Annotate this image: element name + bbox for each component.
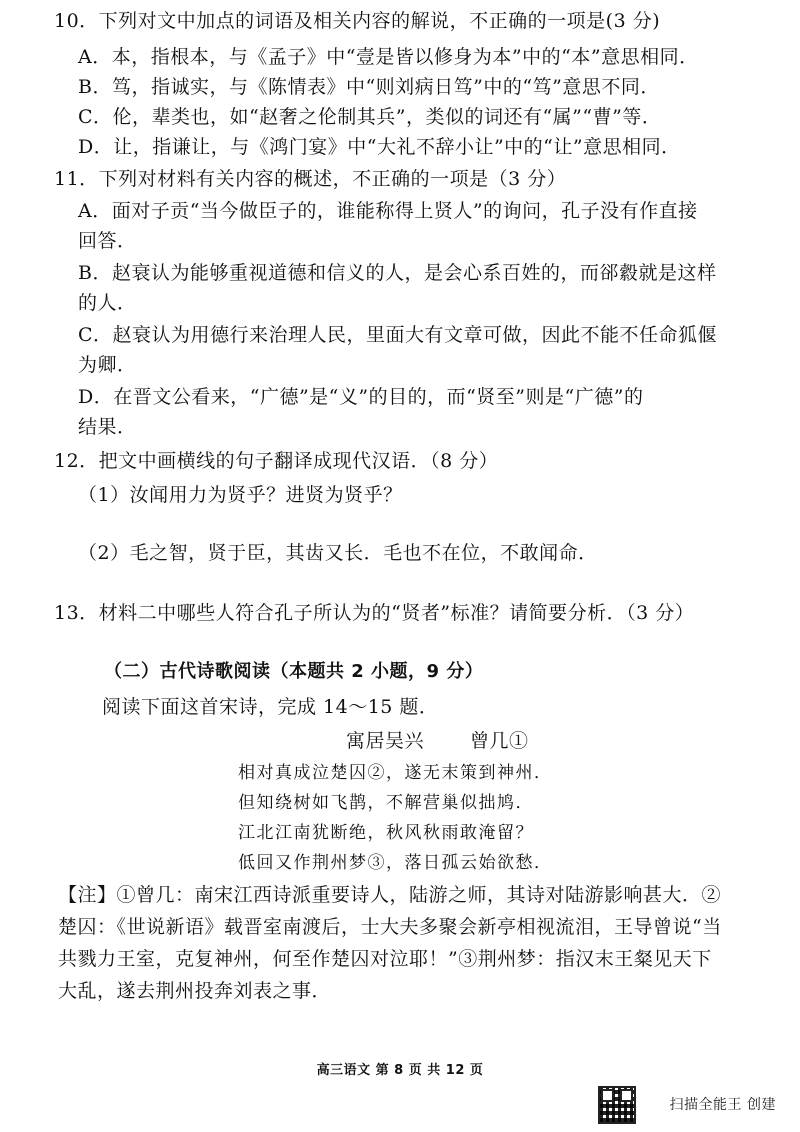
poem-author: 曾几①: [470, 730, 529, 752]
page-footer: 高三语文 第 8 页 共 12 页: [316, 1063, 484, 1078]
q11-option-a: A．面对子贡“当今做臣子的，谁能称得上贤人”的询问，孔子没有作直接: [78, 200, 698, 222]
scanner-watermark: 扫描全能王 创建: [669, 1097, 776, 1113]
poem-line-2: 但知绕树如飞鹊，不解营巢似拙鸠．: [238, 793, 534, 813]
q11-option-b-cont: 的人．: [78, 292, 137, 314]
q11-stem: 11．下列对材料有关内容的概述，不正确的一项是（3 分）: [54, 168, 567, 190]
q11-option-a-cont: 回答．: [78, 230, 137, 252]
q10-option-a: A．本，指根本，与《孟子》中“壹是皆以修身为本”中的“本”意思相同．: [78, 46, 699, 68]
note-line-3: 共戮力王室，克复神州，何至作楚囚对泣耶！”③荆州梦：指汉末王粲见天下: [58, 948, 712, 970]
section-title: （二）古代诗歌阅读（本题共 2 小题，9 分）: [104, 661, 484, 682]
q11-option-d: D．在晋文公看来，“广德”是“义”的目的，而“贤至”则是“广德”的: [78, 386, 644, 408]
qr-code-icon: [598, 1086, 636, 1124]
q11-option-c-cont: 为卿．: [78, 354, 137, 376]
q10-option-b: B．笃，指诚实，与《陈情表》中“则刘病日笃”中的“笃”意思不同．: [78, 76, 660, 98]
q12-stem: 12．把文中画横线的句子翻译成现代汉语．（8 分）: [54, 450, 499, 472]
note-line-4: 大乱，遂去荆州投奔刘表之事．: [58, 980, 332, 1002]
q11-option-b: B．赵衰认为能够重视道德和信义的人，是会心系百姓的，而郤縠就是这样: [78, 262, 717, 284]
q10-stem: 10．下列对文中加点的词语及相关内容的解说，不正确的一项是(3 分): [54, 10, 661, 32]
note-line-2: 楚囚：《世说新语》载晋室南渡后，士大夫多聚会新亭相视流泪，王导曾说“当: [58, 916, 722, 938]
q13-stem: 13．材料二中哪些人符合孔子所认为的“贤者”标准？请简要分析．（3 分）: [54, 602, 695, 624]
q12-sentence-2: （2）毛之智，贤于臣，其齿又长．毛也不在位，不敢闻命．: [78, 542, 598, 564]
poem-line-3: 江北江南犹断绝，秋风秋雨敢淹留？: [238, 823, 534, 843]
poem-title: 寓居吴兴: [346, 730, 425, 752]
note-line-1: 【注】①曾几：南宋江西诗派重要诗人，陆游之师，其诗对陆游影响甚大．②: [58, 884, 722, 906]
q11-option-c: C．赵衰认为用德行来治理人民，里面大有文章可做，因此不能不任命狐偃: [78, 324, 718, 346]
q10-option-c: C．伦，辈类也，如“赵奢之伦制其兵”，类似的词还有“属”“曹”等．: [78, 106, 662, 128]
q11-option-d-cont: 结果．: [78, 416, 137, 438]
q12-sentence-1: （1）汝闻用力为贤乎？进贤为贤乎？: [78, 484, 403, 506]
poem-line-1: 相对真成泣楚囚②，遂无末策到神州．: [238, 763, 553, 783]
section-instruction: 阅读下面这首宋诗，完成 14～15 题．: [102, 696, 439, 718]
poem-line-4: 低回又作荆州梦③，落日孤云始欲愁．: [238, 853, 553, 873]
q10-option-d: D．让，指谦让，与《鸿门宴》中“大礼不辞小让”中的“让”意思相同．: [78, 136, 681, 158]
